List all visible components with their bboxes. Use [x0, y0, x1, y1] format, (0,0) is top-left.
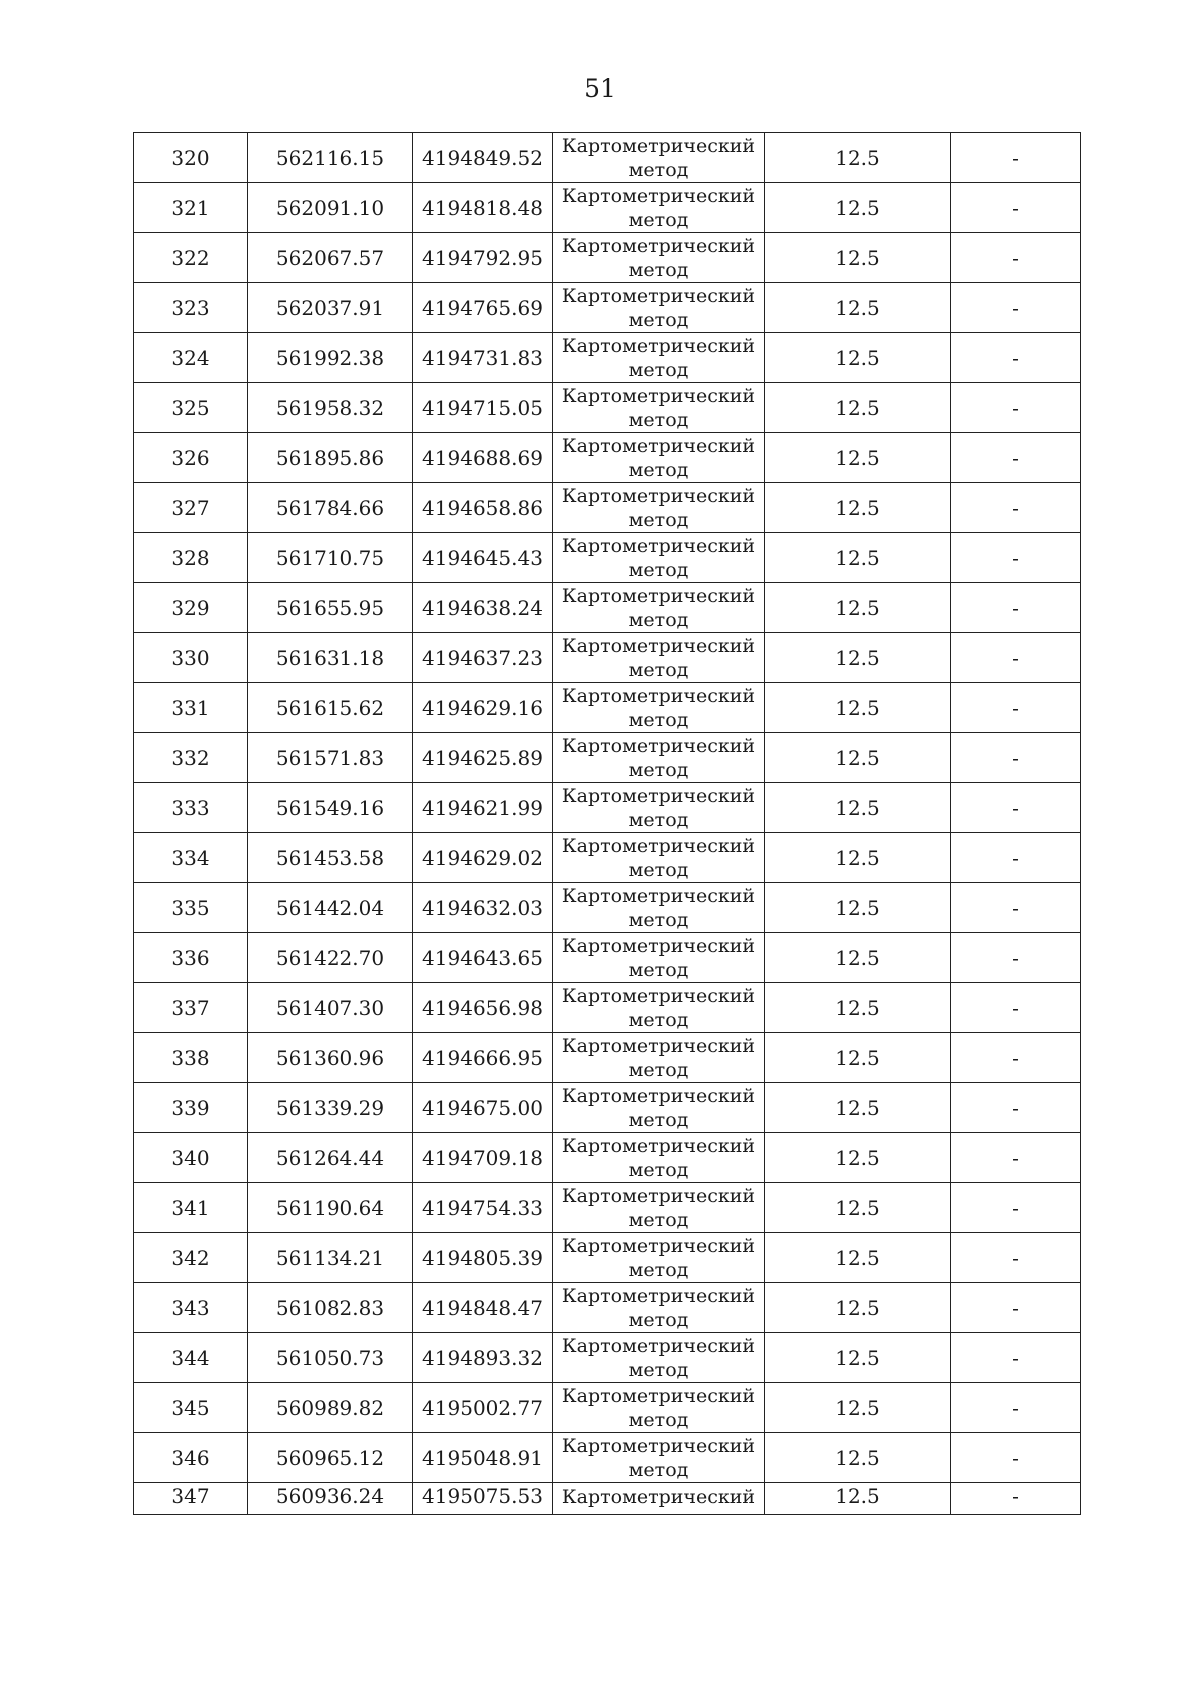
method-cell: Картометрический метод [553, 883, 765, 933]
accuracy-cell: 12.5 [765, 1483, 951, 1515]
y-coordinate-cell: 4194688.69 [413, 433, 553, 483]
table-row [134, 1383, 1081, 1433]
y-coordinate-cell: 4194638.24 [413, 583, 553, 633]
y-coordinate-cell: 4194893.32 [413, 1333, 553, 1383]
y-coordinate-cell: 4194792.95 [413, 233, 553, 283]
note-cell: - [951, 883, 1081, 933]
coordinates-table-body [134, 133, 1081, 1515]
point-number-cell: 329 [134, 583, 248, 633]
method-cell: Картометрический метод [553, 1033, 765, 1083]
table-row [134, 733, 1081, 783]
note-cell: - [951, 983, 1081, 1033]
accuracy-cell: 12.5 [765, 433, 951, 483]
accuracy-cell: 12.5 [765, 1083, 951, 1133]
table-row [134, 933, 1081, 983]
note-cell: - [951, 633, 1081, 683]
point-number-cell: 336 [134, 933, 248, 983]
accuracy-cell: 12.5 [765, 933, 951, 983]
accuracy-cell: 12.5 [765, 133, 951, 183]
point-number-cell: 339 [134, 1083, 248, 1133]
accuracy-cell: 12.5 [765, 233, 951, 283]
table-row [134, 183, 1081, 233]
note-cell: - [951, 133, 1081, 183]
table-row [134, 483, 1081, 533]
accuracy-cell: 12.5 [765, 333, 951, 383]
note-cell: - [951, 333, 1081, 383]
table-row [134, 983, 1081, 1033]
table-row [134, 1233, 1081, 1283]
x-coordinate-cell: 561453.58 [248, 833, 413, 883]
x-coordinate-cell: 561422.70 [248, 933, 413, 983]
x-coordinate-cell: 561631.18 [248, 633, 413, 683]
point-number-cell: 340 [134, 1133, 248, 1183]
accuracy-cell: 12.5 [765, 1133, 951, 1183]
y-coordinate-cell: 4194629.02 [413, 833, 553, 883]
table-row [134, 283, 1081, 333]
method-cell: Картометрический метод [553, 333, 765, 383]
x-coordinate-cell: 561571.83 [248, 733, 413, 783]
accuracy-cell: 12.5 [765, 533, 951, 583]
method-cell: Картометрический метод [553, 783, 765, 833]
y-coordinate-cell: 4194629.16 [413, 683, 553, 733]
accuracy-cell: 12.5 [765, 833, 951, 883]
accuracy-cell: 12.5 [765, 483, 951, 533]
point-number-cell: 333 [134, 783, 248, 833]
point-number-cell: 341 [134, 1183, 248, 1233]
point-number-cell: 346 [134, 1433, 248, 1483]
point-number-cell: 320 [134, 133, 248, 183]
y-coordinate-cell: 4194675.00 [413, 1083, 553, 1133]
x-coordinate-cell: 560965.12 [248, 1433, 413, 1483]
method-cell: Картометрический метод [553, 683, 765, 733]
table-row [134, 233, 1081, 283]
x-coordinate-cell: 561958.32 [248, 383, 413, 433]
table-row [134, 333, 1081, 383]
note-cell: - [951, 283, 1081, 333]
table-row [134, 1083, 1081, 1133]
y-coordinate-cell: 4194645.43 [413, 533, 553, 583]
note-cell: - [951, 583, 1081, 633]
table-row [134, 683, 1081, 733]
accuracy-cell: 12.5 [765, 683, 951, 733]
x-coordinate-cell: 561442.04 [248, 883, 413, 933]
table-row [134, 1033, 1081, 1083]
method-cell: Картометрический метод [553, 433, 765, 483]
point-number-cell: 335 [134, 883, 248, 933]
accuracy-cell: 12.5 [765, 633, 951, 683]
method-cell: Картометрический метод [553, 1133, 765, 1183]
point-number-cell: 321 [134, 183, 248, 233]
page-number: 51 [584, 74, 616, 103]
table-row [134, 883, 1081, 933]
point-number-cell: 328 [134, 533, 248, 583]
note-cell: - [951, 1183, 1081, 1233]
table-row [134, 383, 1081, 433]
y-coordinate-cell: 4194709.18 [413, 1133, 553, 1183]
table-row [134, 1183, 1081, 1233]
note-cell: - [951, 1133, 1081, 1183]
accuracy-cell: 12.5 [765, 1233, 951, 1283]
accuracy-cell: 12.5 [765, 983, 951, 1033]
accuracy-cell: 12.5 [765, 883, 951, 933]
note-cell: - [951, 833, 1081, 883]
method-cell: Картометрический метод [553, 183, 765, 233]
table-row [134, 1133, 1081, 1183]
table-row [134, 133, 1081, 183]
note-cell: - [951, 383, 1081, 433]
y-coordinate-cell: 4195075.53 [413, 1483, 553, 1515]
y-coordinate-cell: 4194658.86 [413, 483, 553, 533]
point-number-cell: 330 [134, 633, 248, 683]
note-cell: - [951, 683, 1081, 733]
x-coordinate-cell: 560936.24 [248, 1483, 413, 1515]
x-coordinate-cell: 561895.86 [248, 433, 413, 483]
x-coordinate-cell: 561082.83 [248, 1283, 413, 1333]
y-coordinate-cell: 4194731.83 [413, 333, 553, 383]
note-cell: - [951, 1383, 1081, 1433]
table-row [134, 1483, 1081, 1515]
accuracy-cell: 12.5 [765, 383, 951, 433]
point-number-cell: 338 [134, 1033, 248, 1083]
x-coordinate-cell: 562067.57 [248, 233, 413, 283]
table-row [134, 1433, 1081, 1483]
y-coordinate-cell: 4194754.33 [413, 1183, 553, 1233]
point-number-cell: 324 [134, 333, 248, 383]
table-row [134, 583, 1081, 633]
point-number-cell: 347 [134, 1483, 248, 1515]
method-cell: Картометрический метод [553, 233, 765, 283]
x-coordinate-cell: 561134.21 [248, 1233, 413, 1283]
y-coordinate-cell: 4194656.98 [413, 983, 553, 1033]
x-coordinate-cell: 561655.95 [248, 583, 413, 633]
method-cell: Картометрический метод [553, 633, 765, 683]
y-coordinate-cell: 4194625.89 [413, 733, 553, 783]
y-coordinate-cell: 4194805.39 [413, 1233, 553, 1283]
method-cell: Картометрический метод [553, 1183, 765, 1233]
y-coordinate-cell: 4195048.91 [413, 1433, 553, 1483]
x-coordinate-cell: 562116.15 [248, 133, 413, 183]
point-number-cell: 332 [134, 733, 248, 783]
table-row [134, 633, 1081, 683]
note-cell: - [951, 1333, 1081, 1383]
method-cell: Картометрический метод [553, 1083, 765, 1133]
method-cell: Картометрический метод [553, 533, 765, 583]
x-coordinate-cell: 561407.30 [248, 983, 413, 1033]
method-cell: Картометрический метод [553, 833, 765, 883]
accuracy-cell: 12.5 [765, 733, 951, 783]
method-cell: Картометрический метод [553, 1383, 765, 1433]
accuracy-cell: 12.5 [765, 1183, 951, 1233]
method-cell: Картометрический метод [553, 583, 765, 633]
x-coordinate-cell: 562037.91 [248, 283, 413, 333]
x-coordinate-cell: 561784.66 [248, 483, 413, 533]
accuracy-cell: 12.5 [765, 1283, 951, 1333]
note-cell: - [951, 1483, 1081, 1515]
point-number-cell: 327 [134, 483, 248, 533]
y-coordinate-cell: 4194632.03 [413, 883, 553, 933]
note-cell: - [951, 233, 1081, 283]
note-cell: - [951, 733, 1081, 783]
table-row [134, 1333, 1081, 1383]
x-coordinate-cell: 562091.10 [248, 183, 413, 233]
y-coordinate-cell: 4194643.65 [413, 933, 553, 983]
method-cell: Картометрический метод [553, 983, 765, 1033]
table-row [134, 533, 1081, 583]
note-cell: - [951, 1033, 1081, 1083]
accuracy-cell: 12.5 [765, 1383, 951, 1433]
method-cell: Картометрический метод [553, 933, 765, 983]
y-coordinate-cell: 4195002.77 [413, 1383, 553, 1433]
y-coordinate-cell: 4194849.52 [413, 133, 553, 183]
x-coordinate-cell: 561264.44 [248, 1133, 413, 1183]
y-coordinate-cell: 4194666.95 [413, 1033, 553, 1083]
method-cell: Картометрический метод [553, 483, 765, 533]
point-number-cell: 342 [134, 1233, 248, 1283]
x-coordinate-cell: 561360.96 [248, 1033, 413, 1083]
method-cell: Картометрический метод [553, 1283, 765, 1333]
x-coordinate-cell: 561710.75 [248, 533, 413, 583]
method-cell: Картометрический [553, 1483, 765, 1515]
x-coordinate-cell: 560989.82 [248, 1383, 413, 1433]
y-coordinate-cell: 4194621.99 [413, 783, 553, 833]
accuracy-cell: 12.5 [765, 183, 951, 233]
point-number-cell: 325 [134, 383, 248, 433]
note-cell: - [951, 533, 1081, 583]
method-cell: Картометрический метод [553, 133, 765, 183]
note-cell: - [951, 1433, 1081, 1483]
note-cell: - [951, 783, 1081, 833]
accuracy-cell: 12.5 [765, 283, 951, 333]
y-coordinate-cell: 4194715.05 [413, 383, 553, 433]
point-number-cell: 331 [134, 683, 248, 733]
x-coordinate-cell: 561615.62 [248, 683, 413, 733]
method-cell: Картометрический метод [553, 383, 765, 433]
note-cell: - [951, 1083, 1081, 1133]
table-row [134, 783, 1081, 833]
y-coordinate-cell: 4194848.47 [413, 1283, 553, 1333]
point-number-cell: 337 [134, 983, 248, 1033]
note-cell: - [951, 183, 1081, 233]
x-coordinate-cell: 561190.64 [248, 1183, 413, 1233]
table-row [134, 433, 1081, 483]
note-cell: - [951, 1233, 1081, 1283]
note-cell: - [951, 1283, 1081, 1333]
point-number-cell: 322 [134, 233, 248, 283]
method-cell: Картометрический метод [553, 1433, 765, 1483]
point-number-cell: 345 [134, 1383, 248, 1433]
accuracy-cell: 12.5 [765, 1333, 951, 1383]
note-cell: - [951, 933, 1081, 983]
accuracy-cell: 12.5 [765, 1033, 951, 1083]
method-cell: Картометрический метод [553, 1233, 765, 1283]
note-cell: - [951, 433, 1081, 483]
table-row [134, 1283, 1081, 1333]
accuracy-cell: 12.5 [765, 783, 951, 833]
y-coordinate-cell: 4194818.48 [413, 183, 553, 233]
y-coordinate-cell: 4194637.23 [413, 633, 553, 683]
accuracy-cell: 12.5 [765, 583, 951, 633]
x-coordinate-cell: 561339.29 [248, 1083, 413, 1133]
coordinates-table [133, 132, 1081, 1515]
y-coordinate-cell: 4194765.69 [413, 283, 553, 333]
x-coordinate-cell: 561549.16 [248, 783, 413, 833]
note-cell: - [951, 483, 1081, 533]
method-cell: Картометрический метод [553, 1333, 765, 1383]
point-number-cell: 323 [134, 283, 248, 333]
x-coordinate-cell: 561992.38 [248, 333, 413, 383]
accuracy-cell: 12.5 [765, 1433, 951, 1483]
point-number-cell: 343 [134, 1283, 248, 1333]
point-number-cell: 326 [134, 433, 248, 483]
method-cell: Картометрический метод [553, 733, 765, 783]
table-row [134, 833, 1081, 883]
point-number-cell: 334 [134, 833, 248, 883]
method-cell: Картометрический метод [553, 283, 765, 333]
x-coordinate-cell: 561050.73 [248, 1333, 413, 1383]
point-number-cell: 344 [134, 1333, 248, 1383]
